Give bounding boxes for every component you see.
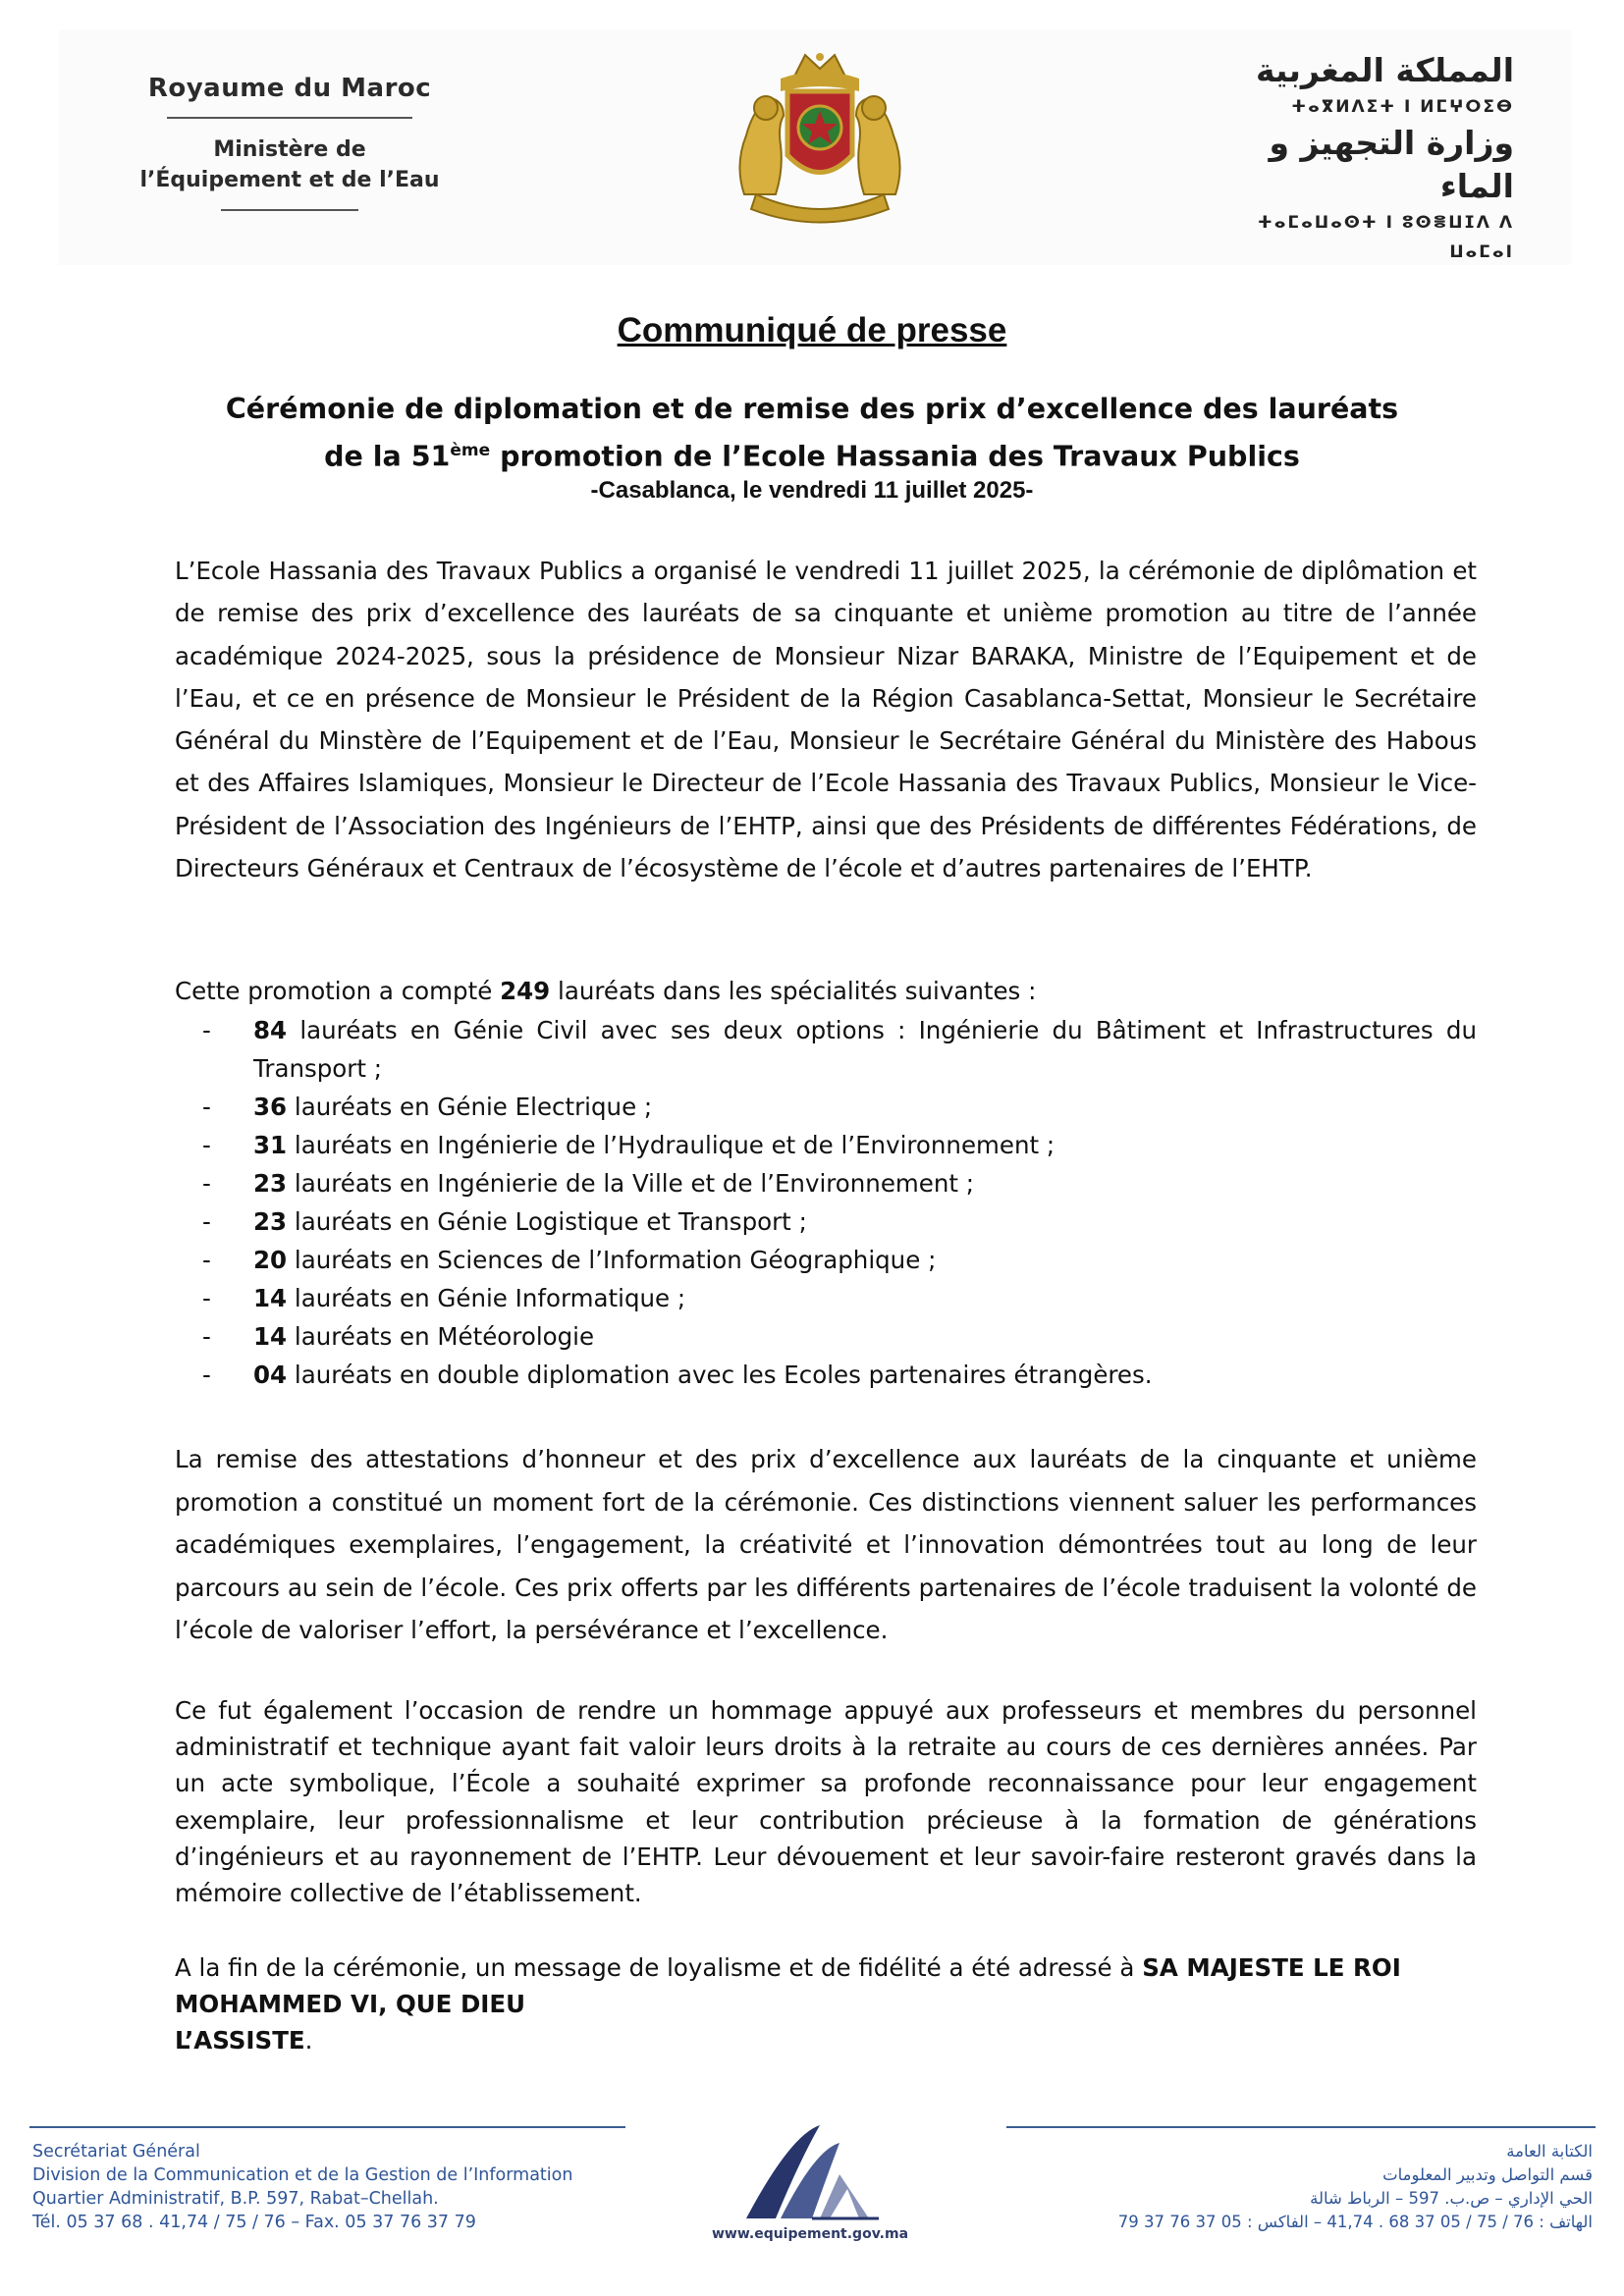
specialty-text: lauréats en Génie Electrique ; [287, 1093, 653, 1121]
website-link[interactable]: www.equipement.gov.ma [711, 2226, 909, 2242]
footer-line: قسم التواصل وتدبير المعلومات [1382, 2165, 1593, 2184]
paragraph-text: . [304, 2026, 313, 2055]
letterhead-left [128, 74, 452, 211]
specialty-count: 36 [253, 1093, 288, 1121]
bullet-dash: - [202, 1207, 211, 1236]
tifinagh-kingdom-name: ⵜⴰⴳⵍⴷⵉⵜ ⵏ ⵍⵎⵖⵔⵉⴱ [1291, 97, 1514, 117]
list-item [175, 1279, 1477, 1317]
list-item [175, 1088, 1477, 1126]
footer-line: الهاتف : 76 / 75 / 05 37 68 . 41,74 – الفاكس : 05 37 76 37 79 [1117, 2213, 1593, 2231]
specialty-text: lauréats en double diplomation avec les Ecoles partenaires étrangères. [287, 1361, 1153, 1389]
specialty-text: lauréats en Ingénierie de la Ville et de l’Environnement ; [287, 1169, 975, 1198]
subtitle-line2 [0, 430, 1624, 478]
specialty-count: 23 [253, 1169, 288, 1198]
arabic-kingdom-name: المملكة المغربية [1256, 51, 1514, 89]
specialty-count: 23 [253, 1207, 288, 1236]
dateline: -Casablanca, le vendredi 11 juillet 2025- [590, 477, 1034, 504]
bullet-dash: - [202, 1016, 211, 1044]
footer-line: Division de la Communication et de la Gestion de l’Information [32, 2165, 573, 2185]
footer-line: Quartier Administratif, B.P. 597, Rabat–Chellah. [32, 2189, 439, 2209]
specialty-count: 14 [253, 1284, 288, 1312]
specialty-count: 14 [253, 1322, 288, 1351]
letterhead-right [1190, 49, 1514, 267]
list-item [175, 1164, 1477, 1202]
footer-contact-arabic [1043, 2140, 1593, 2234]
specialty-count: 04 [253, 1361, 288, 1389]
specialty-text: lauréats en Sciences de l’Information Géographique ; [287, 1246, 937, 1274]
footer-divider [29, 2126, 625, 2128]
page-title: Communiqué de presse [617, 311, 1007, 349]
specialty-count: 20 [253, 1246, 288, 1274]
paragraph-text: Cette promotion a compté [175, 977, 501, 1005]
paragraph-text: A la fin de la cérémonie, un message de loyalisme et de fidélité a été adressé à [175, 1953, 1143, 1982]
arabic-ministry-name: وزارة التجهيز و الماء [1269, 124, 1514, 205]
bullet-dash: - [202, 1169, 211, 1198]
subtitle-text: promotion de l’Ecole Hassania des Travaux Publics [490, 440, 1300, 473]
specialty-text: lauréats en Ingénierie de l’Hydraulique et de l’Environnement ; [287, 1131, 1056, 1159]
subtitle [0, 388, 1624, 478]
specialty-text: lauréats en Génie Civil avec ses deux options : Ingénierie du Bâtiment et Infrastructures du Transport ; [253, 1016, 1477, 1083]
royal-title: SA MAJESTE LE ROI [1142, 1953, 1401, 1982]
bullet-dash: - [202, 1131, 211, 1159]
paragraph-loyalty [175, 1949, 1477, 2058]
footer-line: الكتابة العامة [1506, 2142, 1593, 2161]
royal-title: L’ASSISTE [175, 2026, 305, 2055]
specialties-list [175, 1011, 1477, 1394]
paragraph-awards: La remise des attestations d’honneur et des prix d’excellence aux lauréats de la cinquante et unième promotion a constitué un moment fort de la cérémonie. Ces distinctions viennent saluer les performances académiques exemplaires, l’engagement, la créativité et l’innovation démontrées tout au long de leur parcours au sein de l’école. Ces prix offerts par les différents partenaires de l’école traduisent la volonté de l’école de valoriser l’effort, la persévérance et l’excellence. [175, 1445, 1477, 1645]
list-item [175, 1317, 1477, 1356]
paragraph-intro: L’Ecole Hassania des Travaux Publics a organisé le vendredi 11 juillet 2025, la cérémonie de diplômation et de remise des prix d’excellence des lauréats de sa cinquante et unième promotion au titre de l’année académique 2024-2025, sous la présidence de Monsieur Nizar BARAKA, Ministre de l’Equipement et de l’Eau, et ce en présence de Monsieur le Président de la Région Casablanca-Settat, Monsieur le Secrétaire Général du Minstère de l’Equipement et de l’Eau, Monsieur le Secrétaire Général du Ministère des Habous et des Affaires Islamiques, Monsieur le Directeur de l’Ecole Hassania des Travaux Publics, Monsieur le Vice-Président de l’Association des Ingénieurs de l’EHTP, ainsi que des Présidents de différentes Fédérations, de Directeurs Généraux et Centraux de l’écosystème de l’école et d’autres partenaires de l’EHTP. [175, 557, 1477, 883]
footer-line: الحي الإداري – ص.ب. 597 – الرباط شالة [1310, 2189, 1593, 2208]
specialty-text: lauréats en Génie Informatique ; [287, 1284, 686, 1312]
kingdom-name: Royaume du Maroc [147, 74, 432, 103]
specialty-count: 31 [253, 1131, 288, 1159]
list-item [175, 1126, 1477, 1164]
footer-line: Secrétariat Général [32, 2142, 200, 2162]
list-item [175, 1241, 1477, 1279]
tifinagh-ministry-name: ⵜⴰⵎⴰⵡⴰⵙⵜ ⵏ ⵓⵙⴻⵡⵊⴷ ⴷ ⵡⴰⵎⴰⵏ [1257, 213, 1514, 262]
bullet-dash: - [202, 1322, 211, 1351]
ministry-name-line2: l’Équipement et de l’Eau [139, 168, 440, 192]
divider [221, 209, 358, 211]
royal-title: MOHAMMED VI, QUE DIEU [175, 1990, 526, 2018]
paragraph-promotion [175, 972, 1477, 1010]
list-item [175, 1011, 1477, 1088]
ministry-arch-logo-icon [722, 2115, 898, 2223]
specialty-count: 84 [253, 1016, 288, 1044]
list-item [175, 1202, 1477, 1241]
footer-contact-french [32, 2140, 572, 2234]
footer-line: Tél. 05 37 68 . 41,74 / 75 / 76 – Fax. 05 37 76 37 79 [32, 2213, 476, 2232]
bullet-dash: - [202, 1284, 211, 1312]
paragraph-text: lauréats dans les spécialités suivantes : [550, 977, 1037, 1005]
graduate-total: 249 [500, 977, 551, 1005]
subtitle-line1: Cérémonie de diplomation et de remise des prix d’excellence des lauréats [225, 393, 1399, 425]
footer-divider [1006, 2126, 1596, 2128]
specialty-text: lauréats en Météorologie [287, 1322, 595, 1351]
bullet-dash: - [202, 1093, 211, 1121]
bullet-dash: - [202, 1361, 211, 1389]
ordinal-superscript: ème [450, 441, 491, 460]
coat-of-arms-icon [727, 47, 913, 229]
paragraph-tribute: Ce fut également l’occasion de rendre un hommage appuyé aux professeurs et membres du personnel administratif et technique ayant fait valoir leurs droits à la retraite au cours de ces dernières années. Par un acte symbolique, l’École a souhaité exprimer sa profonde reconnaissance pour leur engagement exemplaire, leur professionnalisme et leur contribution précieuse à la formation de générations d’ingénieurs et au rayonnement de l’EHTP. Leur dévouement et leur savoir-faire resteront gravés dans la mémoire collective de l’établissement. [175, 1696, 1477, 1908]
divider [167, 117, 412, 119]
list-item [175, 1356, 1477, 1394]
letterhead [59, 29, 1571, 265]
bullet-dash: - [202, 1246, 211, 1274]
subtitle-text: de la 51 [324, 440, 451, 473]
specialty-text: lauréats en Génie Logistique et Transport ; [287, 1207, 807, 1236]
ministry-name-line1: Ministère de [213, 137, 366, 162]
